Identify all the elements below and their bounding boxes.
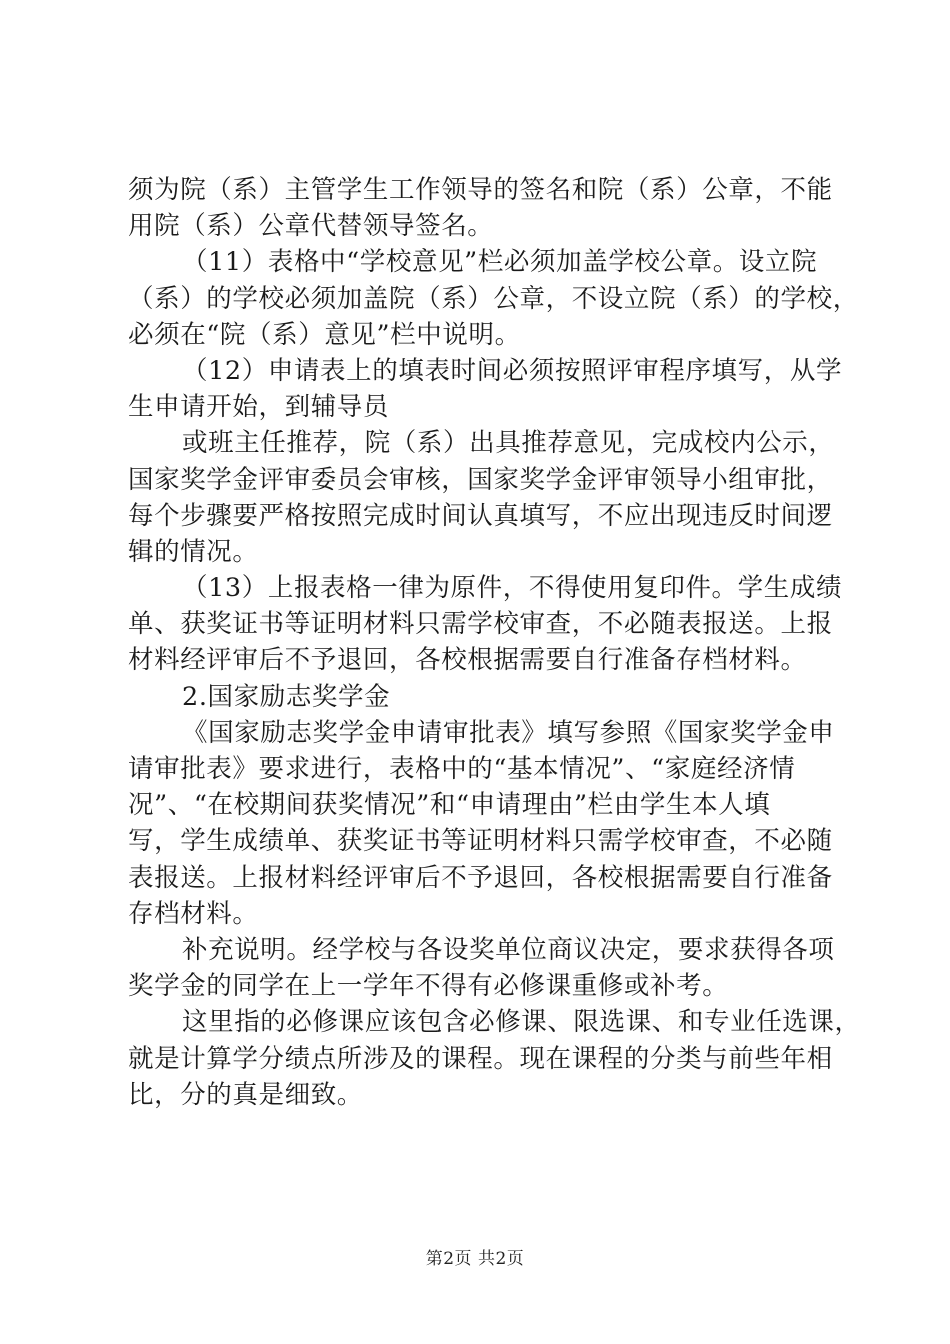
text-line: 辑的情况。 (128, 536, 259, 567)
text-line: 国家奖学金评审委员会审核，国家奖学金评审领导小组审批， (128, 464, 833, 495)
text-line: 比，分的真是细致。 (128, 1079, 363, 1110)
text-line: 必须在“院（系）意见”栏中说明。 (128, 319, 521, 350)
text-line: 请审批表》要求进行，表格中的“基本情况”、“家庭经济情 (128, 754, 796, 784)
text-line: 单、获奖证书等证明材料只需学校审查，不必随表报送。上报 (128, 609, 833, 640)
text-line: 每个步骤要严格按照完成时间认真填写，不应出现违反时间逻 (128, 500, 833, 531)
text-line: 奖学金的同学在上一学年不得有必修课重修或补考。 (128, 971, 729, 1002)
text-line: 用院（系）公章代替领导签名。 (128, 211, 494, 242)
section-heading: 2.国家励志奖学金 (182, 681, 391, 712)
text-line: 写，学生成绩单、获奖证书等证明材料只需学校审查，不必随 (128, 826, 833, 857)
text-line: （系）的学校必须加盖院（系）公章，不设立院（系）的学校， (128, 283, 859, 314)
text-line: （11）表格中“学校意见”栏必须加盖学校公章。设立院 (182, 247, 818, 278)
text-line: 须为院（系）主管学生工作领导的签名和院（系）公章，不能 (128, 175, 833, 205)
text-line: 表报送。上报材料经评审后不予退回，各校根据需要自行准备 (128, 862, 833, 893)
text-line: 材料经评审后不予退回，各校根据需要自行准备存档材料。 (128, 645, 807, 676)
page-number: 第2页 共2页 (425, 1249, 525, 1269)
text-line: 况”、“在校期间获奖情况”和“申请理由”栏由学生本人填 (128, 790, 771, 821)
text-line: 生申请开始，到辅导员 (128, 392, 390, 423)
text-line: 存档材料。 (128, 898, 259, 929)
text-line: （13）上报表格一律为原件，不得使用复印件。学生成绩 (182, 573, 843, 604)
document-body (128, 172, 861, 1113)
text-line: 补充说明。经学校与各设奖单位商议决定，要求获得各项 (182, 934, 835, 965)
text-line: 就是计算学分绩点所涉及的课程。现在课程的分类与前些年相 (128, 1043, 833, 1074)
text-line: 或班主任推荐，院（系）出具推荐意见，完成校内公示， (182, 428, 835, 459)
text-line: 这里指的必修课应该包含必修课、限选课、和专业任选课， (182, 1007, 861, 1038)
text-line: （12）申请表上的填表时间必须按照评审程序填写，从学 (182, 355, 843, 386)
text-line: 《国家励志奖学金申请审批表》填写参照《国家奖学金申 (182, 717, 835, 748)
